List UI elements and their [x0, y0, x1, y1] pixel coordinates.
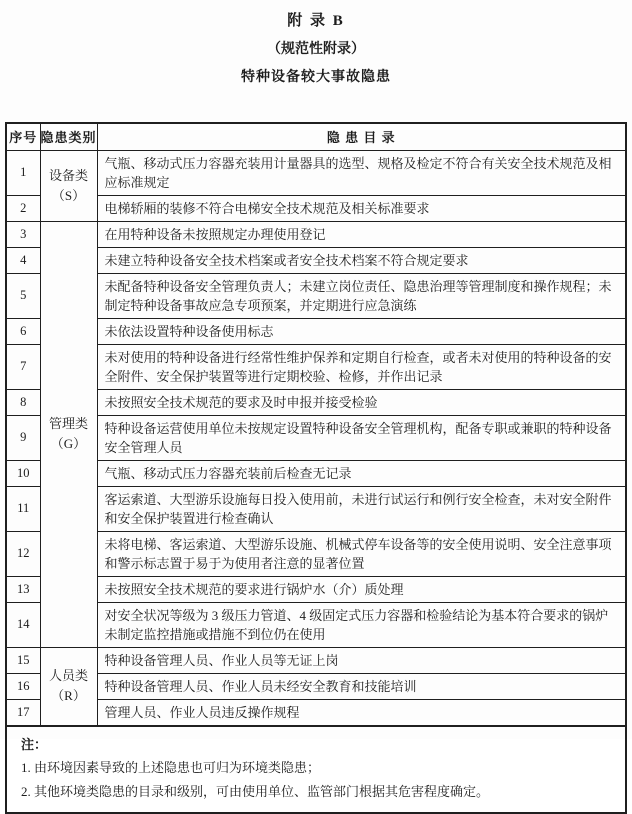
table-row: [6, 389, 626, 415]
hazard-item-text: 未配备特种设备安全管理负责人；未建立岗位责任、隐患治理等管理制度和操作规程；未制定特种设备事故应急专项预案，并定期进行应急演练: [97, 273, 626, 318]
table-row: [6, 673, 626, 699]
row-number: 3: [6, 221, 40, 247]
row-number: 1: [6, 150, 40, 195]
table-row: [6, 195, 626, 221]
category-label: 设备类: [48, 167, 88, 183]
row-number: 17: [6, 699, 40, 726]
table-row: [6, 602, 626, 647]
row-number: 9: [6, 415, 40, 460]
row-number: 15: [6, 647, 40, 673]
hazard-item-text: 电梯轿厢的装修不符合电梯安全技术规范及相关标准要求: [97, 195, 626, 221]
row-number: 5: [6, 273, 40, 318]
hazard-item-text: 未按照安全技术规范的要求及时申报并接受检验: [97, 389, 626, 415]
row-number: 6: [6, 318, 40, 344]
table-row: [6, 221, 626, 247]
hazard-item-text: 气瓶、移动式压力容器充装前后检查无记录: [97, 460, 626, 486]
row-number: 7: [6, 344, 40, 389]
row-number: 4: [6, 247, 40, 273]
hazard-item-text: 未对使用的特种设备进行经常性维护保养和定期自行检查，或者未对使用的特种设备的安全附件、安全保护装置等进行定期校验、检修，并作出记录: [97, 344, 626, 389]
notes-label: 注：: [21, 736, 48, 752]
col-header-catalog: 隐 患 目 录: [97, 123, 626, 150]
document-title-block: [5, 6, 627, 86]
row-number: 11: [6, 486, 40, 531]
row-number: 10: [6, 460, 40, 486]
note-item: 1. 由环境因素导致的上述隐患也可归为环境类隐患；: [21, 759, 321, 775]
appendix-title: 附 录 B: [287, 13, 345, 29]
appendix-subtitle: （规范性附录）: [267, 42, 365, 57]
hazard-item-text: 在用特种设备未按照规定办理使用登记: [97, 221, 626, 247]
row-number: 13: [6, 576, 40, 602]
col-header-no: 序号: [6, 123, 40, 150]
appendix-heading: 特种设备较大事故隐患: [241, 70, 391, 85]
table-row: [6, 415, 626, 460]
hazard-item-text: 特种设备管理人员、作业人员未经安全教育和技能培训: [97, 673, 626, 699]
table-header-row: [6, 123, 626, 150]
col-header-category: 隐患类别: [40, 123, 97, 150]
category-code: （R）: [51, 688, 86, 703]
table-row: [6, 150, 626, 195]
category-code: （G）: [50, 436, 87, 451]
table-row: [6, 486, 626, 531]
hazard-item-text: 未依法设置特种设备使用标志: [97, 318, 626, 344]
table-row: [6, 699, 626, 726]
category-label: 人员类: [48, 668, 88, 683]
row-number: 8: [6, 389, 40, 415]
row-number: 14: [6, 602, 40, 647]
table-row: [6, 460, 626, 486]
category-cell: [40, 647, 97, 726]
hazard-item-text: 管理人员、作业人员违反操作规程: [97, 699, 626, 726]
category-code: （S）: [51, 187, 86, 203]
category-label: 管理类: [48, 416, 88, 431]
category-cell: [40, 150, 97, 221]
hazard-table: [5, 122, 627, 814]
hazard-item-text: 未按照安全技术规范的要求进行锅炉水（介）质处理: [97, 576, 626, 602]
table-row: [6, 344, 626, 389]
hazard-item-text: 未将电梯、客运索道、大型游乐设施、机械式停车设备等的安全使用说明、安全注意事项和警示标志置于易于为使用者注意的显著位置: [97, 531, 626, 576]
hazard-item-text: 客运索道、大型游乐设施每日投入使用前，未进行试运行和例行安全检查，未对安全附件和安全保护装置进行检查确认: [97, 486, 626, 531]
hazard-item-text: 特种设备管理人员、作业人员等无证上岗: [97, 647, 626, 673]
hazard-item-text: 特种设备运营使用单位未按规定设置特种设备安全管理机构，配备专职或兼职的特种设备安全管理人员: [97, 415, 626, 460]
hazard-item-text: 未建立特种设备安全技术档案或者安全技术档案不符合规定要求: [97, 247, 626, 273]
table-row: [6, 576, 626, 602]
table-row: [6, 318, 626, 344]
row-number: 12: [6, 531, 40, 576]
table-row: [6, 647, 626, 673]
row-number: 2: [6, 195, 40, 221]
hazard-item-text: 气瓶、移动式压力容器充装用计量器具的选型、规格及检定不符合有关安全技术规范及相应标准规定: [97, 150, 626, 195]
hazard-item-text: 对安全状况等级为 3 级压力管道、4 级固定式压力容器和检验结论为基本符合要求的锅炉未制定监控措施或措施不到位仍在使用: [97, 602, 626, 647]
row-number: 16: [6, 673, 40, 699]
category-cell: [40, 221, 97, 647]
note-item: 2. 其他环境类隐患的目录和级别，可由使用单位、监管部门根据其危害程度确定。: [21, 783, 490, 799]
table-row: [6, 531, 626, 576]
table-row: [6, 273, 626, 318]
table-row: [6, 247, 626, 273]
